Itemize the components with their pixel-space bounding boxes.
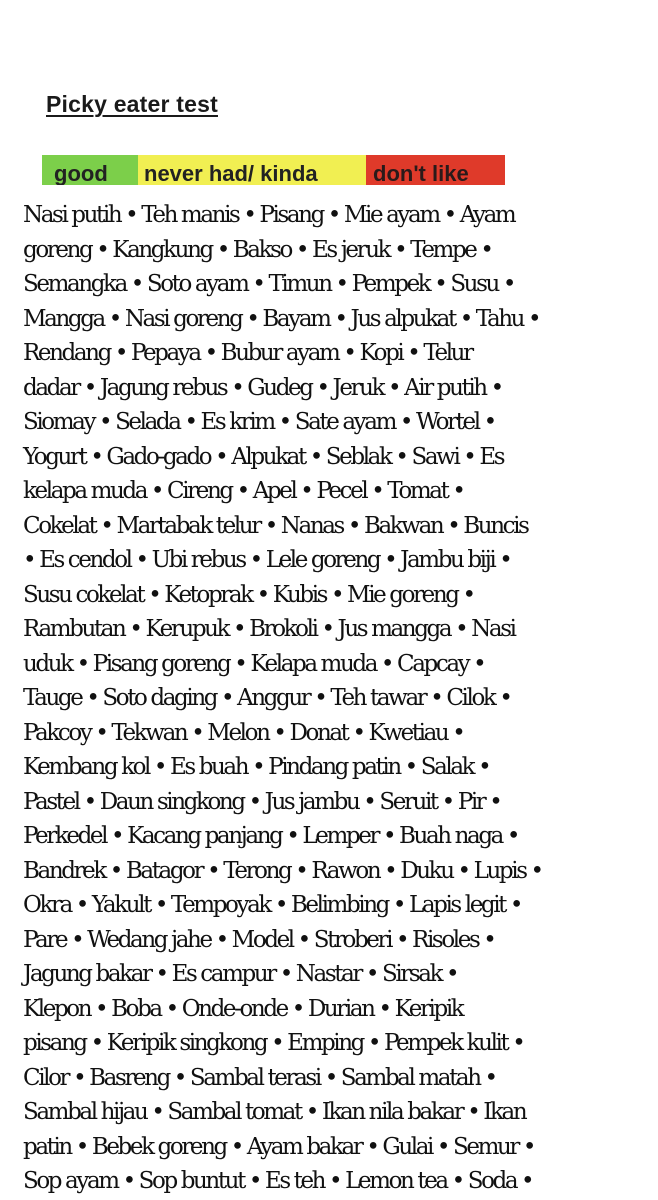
legend-dont-like: don't like [366,155,505,185]
food-list-line: dadar • Jagung rebus • Gudeg • Jeruk • Air putih • [23,374,502,401]
food-list-line: Pastel • Daun singkong • Jus jambu • Seruit • Pir • [23,788,501,815]
food-list-line: patin • Bebek goreng • Ayam bakar • Gulai • Semur • [23,1133,535,1160]
food-list-line: Jagung bakar • Es campur • Nastar • Sirsak • [23,961,458,987]
food-list-line: Kembang kol • Es buah • Pindang patin • Salak • [23,754,490,780]
food-list-line: Semangka • Soto ayam • Timun • Pempek • Susu • [23,271,514,297]
food-list-line: Bandrek • Batagor • Terong • Rawon • Duku • Lupis • [23,857,542,884]
food-list-line: Sop ayam • Sop buntut • Es teh • Lemon tea • Soda • [23,1168,533,1194]
food-list-line: Mangga • Nasi goreng • Bayam • Jus alpukat • Tahu • [23,305,540,332]
food-list-line: Tauge • Soto daging • Anggur • Teh tawar • Cilok • [23,685,511,711]
food-list-line: Okra • Yakult • Tempoyak • Belimbing • Lapis legit • [23,892,522,918]
food-list-line: Yogurt • Gado-gado • Alpukat • Seblak • Sawi • Es [23,443,504,470]
food-list-line: Pare • Wedang jahe • Model • Stroberi • Risoles • [23,926,495,953]
legend-good: good [42,155,138,185]
food-list-line: Cokelat • Martabak telur • Nanas • Bakwan • Buncis [23,512,528,539]
food-list-line: Sambal hijau • Sambal tomat • Ikan nila bakar • Ikan [23,1099,526,1125]
color-legend [42,155,505,185]
food-list-line: Siomay • Selada • Es krim • Sate ayam • Wortel • [23,409,495,435]
legend-never-had: never had/ kinda [138,155,366,185]
page-title: Picky eater test [46,91,218,117]
food-list-line: kelapa muda • Cireng • Apel • Pecel • Tomat • [23,478,464,504]
food-list-line: uduk • Pisang goreng • Kelapa muda • Capcay • [23,650,485,677]
food-list-line: Susu cokelat • Ketoprak • Kubis • Mie goreng • [23,581,474,608]
food-list-line: Rendang • Pepaya • Bubur ayam • Kopi • Telur [23,340,472,366]
food-list-line: goreng • Kangkung • Bakso • Es jeruk • Tempe • [23,236,492,263]
food-list-line: Klepon • Boba • Onde-onde • Durian • Keripik [23,995,463,1022]
food-list-line: Pakcoy • Tekwan • Melon • Donat • Kwetiau • [23,719,464,746]
food-list-line: Perkedel • Kacang panjang • Lemper • Buah naga • [23,823,519,849]
food-list [23,198,658,1199]
food-list-line: Rambutan • Kerupuk • Brokoli • Jus mangga • Nasi [23,616,515,642]
food-list-line: • Es cendol • Ubi rebus • Lele goreng • Jambu biji • [23,547,511,573]
food-list-line: Nasi putih • Teh manis • Pisang • Mie ayam • Ayam [23,202,515,228]
food-list-line: Cilor • Basreng • Sambal terasi • Sambal matah • [23,1064,496,1091]
food-list-line: pisang • Keripik singkong • Emping • Pempek kulit • [23,1030,524,1056]
